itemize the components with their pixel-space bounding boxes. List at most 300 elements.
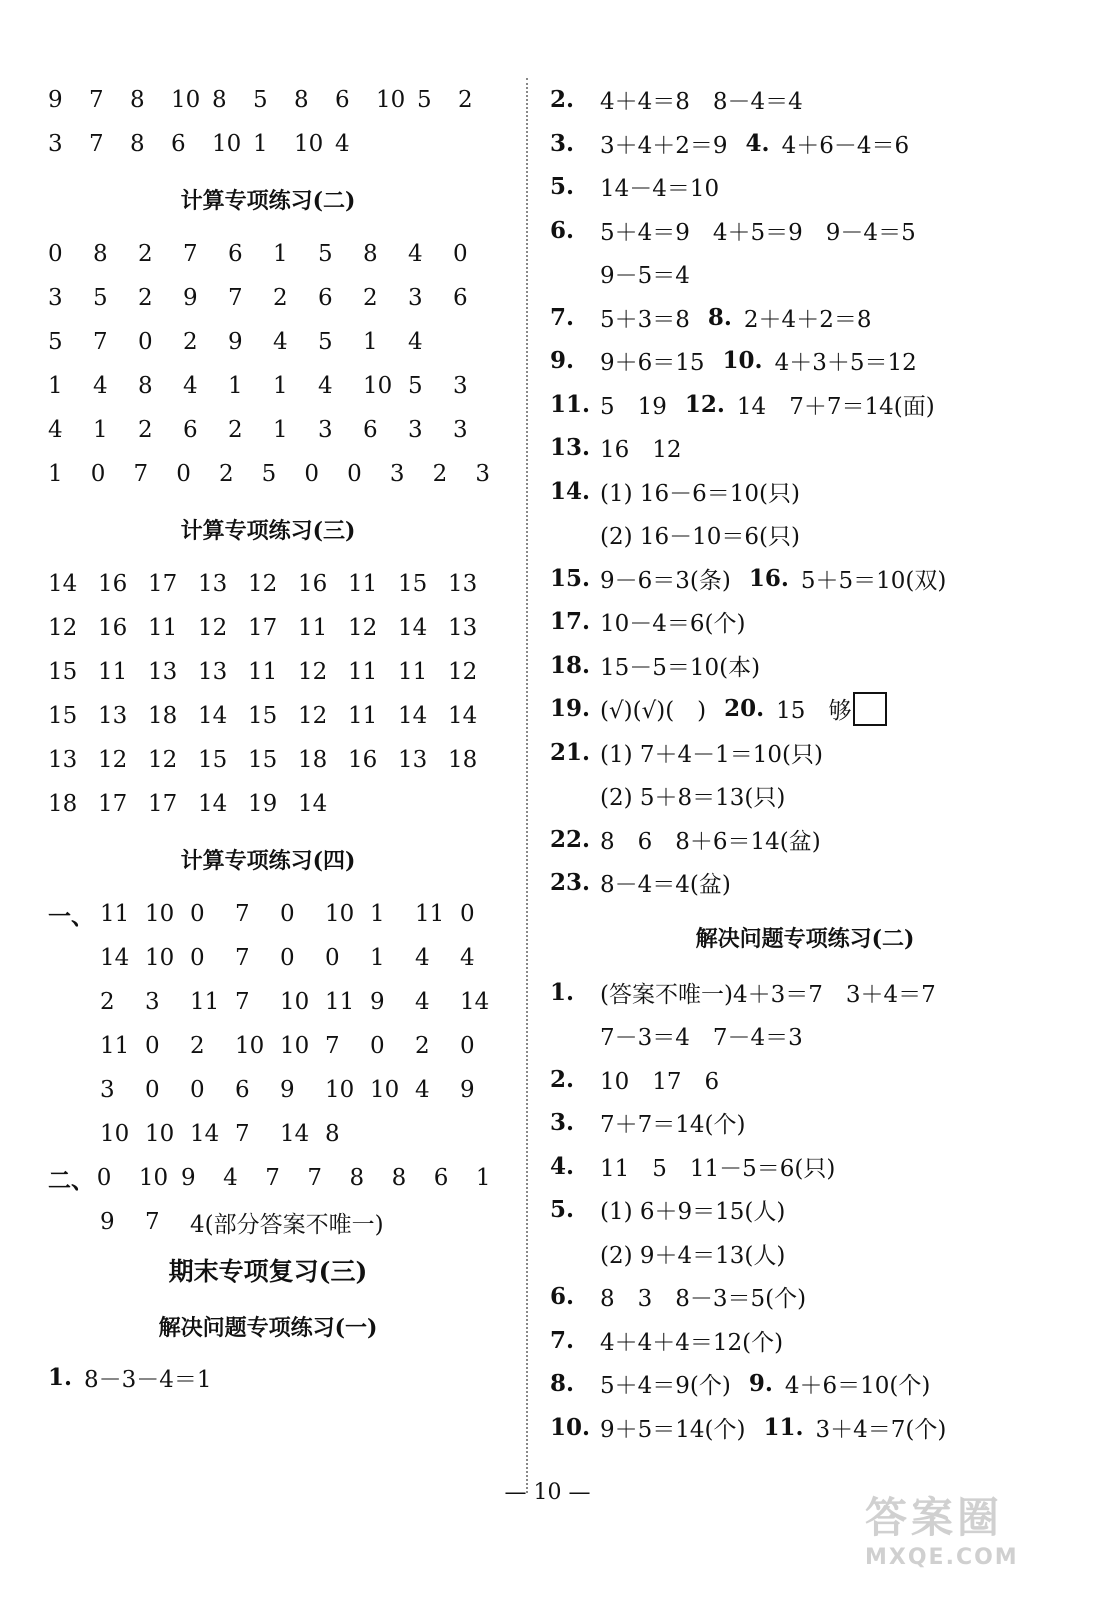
- answer-value: 3: [408, 285, 423, 311]
- answer-value: 10: [145, 1121, 175, 1147]
- part-label: 一、: [48, 902, 94, 930]
- answer-text: 5＋3＝8: [600, 306, 690, 333]
- question-number: 5.: [550, 1196, 575, 1224]
- answer-text: 4＋4＝8 8－4＝4: [600, 89, 803, 116]
- answer-row: [48, 1112, 518, 1156]
- answer-row: [48, 606, 518, 650]
- answer-value: 15: [198, 747, 228, 773]
- answer-value: 8: [138, 373, 153, 399]
- answer-value: 14: [398, 703, 428, 729]
- section-title-calc-3: 计算专项练习(三): [180, 517, 356, 544]
- section-title-calc-4: 计算专项练习(四): [180, 847, 356, 874]
- answer-row: [48, 562, 518, 606]
- answer-value: 10: [145, 901, 175, 927]
- answer-value: 9: [228, 329, 243, 355]
- answer-row: [48, 650, 518, 694]
- answer-value: 3: [453, 373, 468, 399]
- answer-value: 0: [453, 241, 468, 267]
- answer-value: 10: [370, 1077, 400, 1103]
- question-number: 19.: [550, 695, 591, 723]
- answer-value: 15: [248, 747, 278, 773]
- question-number: 5.: [550, 173, 575, 201]
- answer-value: 6: [235, 1077, 250, 1103]
- answer-text: (1) 6＋9＝15(人): [600, 1199, 786, 1226]
- answer-value: 18: [298, 747, 328, 773]
- answer-value: 9: [280, 1077, 295, 1103]
- answer-text: 9－5＝4: [600, 263, 690, 290]
- answer-text: 4＋6＝10(个): [784, 1373, 931, 1400]
- answer-value: 0: [280, 901, 295, 927]
- question-number: 7.: [550, 1326, 575, 1354]
- answer-value: 3: [100, 1077, 115, 1103]
- answer-list-2: [550, 971, 1060, 1450]
- answer-text: 9＋5＝14(个): [600, 1416, 746, 1443]
- answer-line: [550, 122, 1060, 166]
- answer-text: 5＋4＝9(个): [600, 1373, 731, 1400]
- answer-value: 1: [370, 901, 385, 927]
- answer-value: 13: [198, 659, 228, 685]
- answer-text: 9－6＝3(条): [600, 567, 731, 594]
- answer-value: 6: [318, 285, 333, 311]
- answer-line: [550, 470, 1060, 514]
- answer-line: [550, 818, 1060, 862]
- answer-text: 11 5 11－5＝6(只): [600, 1155, 836, 1182]
- answer-text: 4＋6－4＝6: [781, 132, 910, 159]
- answer-text: (答案不唯一)4＋3＝7 3＋4＝7: [600, 981, 936, 1008]
- answer-text: 5＋4＝9 4＋5＝9 9－4＝5: [600, 219, 916, 246]
- answer-value: 7: [228, 285, 243, 311]
- section-title-problems-1: 解决问题专项练习(一): [158, 1314, 378, 1341]
- question-number: 9.: [550, 347, 575, 375]
- answer-value: 15: [398, 571, 428, 597]
- answer-row: [48, 1200, 518, 1244]
- answer-value: 17: [148, 791, 178, 817]
- answer-text: 2＋4＋2＝8: [743, 306, 872, 333]
- answer-value: 13: [198, 571, 228, 597]
- answer-line: [550, 339, 1060, 383]
- part-label: 二、: [48, 1166, 94, 1194]
- answer-value: 9: [183, 285, 198, 311]
- answer-line: [550, 644, 1060, 688]
- answer-row: [48, 452, 518, 496]
- answer-value: 1: [273, 241, 288, 267]
- answer-value: 18: [48, 791, 78, 817]
- question-number: 9.: [748, 1370, 773, 1398]
- answer-value: 5: [417, 87, 432, 113]
- question-number: 1.: [550, 978, 575, 1006]
- answer-value: 9: [460, 1077, 475, 1103]
- answer-value: 1: [48, 461, 63, 487]
- answer-value: 12: [98, 747, 128, 773]
- watermark-top: 答案圈: [865, 1493, 1004, 1542]
- section-title-calc-2: 计算专项练习(二): [180, 187, 356, 214]
- question-number: 23.: [550, 869, 591, 897]
- question-number: 8.: [707, 303, 732, 331]
- answer-value: 0: [370, 1033, 385, 1059]
- answer-value: 10: [171, 87, 201, 113]
- answer-value: 3: [389, 461, 405, 487]
- answer-value: 11: [348, 571, 378, 597]
- answer-value: 13: [448, 571, 478, 597]
- answer-value: 4: [408, 241, 423, 267]
- answer-value: 3: [408, 417, 423, 443]
- answer-value: 4: [48, 417, 63, 443]
- answer-value: 8: [294, 87, 309, 113]
- answer-row: [48, 1024, 518, 1068]
- question-number: 1.: [48, 1364, 73, 1392]
- answer-value: 2: [100, 989, 115, 1015]
- answer-value: 4(部分答案不唯一): [190, 1211, 384, 1238]
- answer-value: 5: [261, 461, 277, 487]
- answer-value: 14: [198, 791, 228, 817]
- answer-line: [550, 513, 1060, 557]
- answer-value: 1: [253, 131, 268, 157]
- answer-value: 11: [325, 989, 355, 1015]
- answer-value: 3: [145, 989, 160, 1015]
- answer-value: 4: [223, 1165, 238, 1191]
- answer-text: 7＋7＝14(个): [600, 1112, 746, 1139]
- answer-value: 7: [145, 1209, 160, 1235]
- answer-value: 1: [93, 417, 108, 443]
- answer-value: 5: [48, 329, 63, 355]
- answer-row: [48, 232, 518, 276]
- answer-row: [48, 980, 518, 1024]
- answer-value: 5: [408, 373, 423, 399]
- answer-value: 13: [48, 747, 78, 773]
- question-number: 15.: [550, 564, 591, 592]
- answer-value: 14: [448, 703, 478, 729]
- question-number: 10.: [722, 347, 763, 375]
- answer-value: 11: [415, 901, 445, 927]
- answer-value: 5: [93, 285, 108, 311]
- answer-value: 0: [190, 945, 205, 971]
- answer-value: 4: [318, 373, 333, 399]
- answer-value: 6: [363, 417, 378, 443]
- answer-value: 1: [48, 373, 63, 399]
- answer-value: 8: [391, 1165, 407, 1191]
- answer-line: [550, 861, 1060, 905]
- answer-row: [48, 364, 518, 408]
- answer-row: [48, 936, 518, 980]
- answer-value: 13: [398, 747, 428, 773]
- question-number: 4.: [745, 129, 770, 157]
- watermark-bottom: MXQE.COM: [865, 1545, 1019, 1570]
- answer-text: 7－3＝4 7－4＝3: [600, 1025, 803, 1052]
- answer-value: 7: [183, 241, 198, 267]
- answer-value: 19: [248, 791, 278, 817]
- answer-value: 6: [453, 285, 468, 311]
- answer-value: 10: [376, 87, 406, 113]
- chapter-title: 期末专项复习(三): [168, 1257, 368, 1286]
- answer-text: 4＋3＋5＝12: [774, 350, 917, 377]
- answer-value: 11: [148, 615, 178, 641]
- answer-text: 5＋5＝10(双): [800, 567, 947, 594]
- answer-value: 3: [475, 461, 490, 487]
- answer-value: 15: [48, 703, 78, 729]
- answer-value: 15: [48, 659, 78, 685]
- answer-value: 8: [130, 87, 145, 113]
- answer-value: 9: [48, 87, 63, 113]
- answer-line: [550, 557, 1060, 601]
- answer-value: 4: [460, 945, 475, 971]
- answer-value: 10: [280, 1033, 310, 1059]
- answer-value: 12: [148, 747, 178, 773]
- answer-value: 3: [453, 417, 468, 443]
- answer-value: 2: [138, 241, 153, 267]
- answer-value: 10: [145, 945, 175, 971]
- left-column: [48, 78, 518, 1400]
- watermark-logo: [865, 1485, 1065, 1580]
- answer-value: 13: [448, 615, 478, 641]
- answer-value: 14: [198, 703, 228, 729]
- answer-line: [550, 600, 1060, 644]
- answer-text: 3＋4＋2＝9: [600, 132, 728, 159]
- question-number: 11.: [550, 390, 591, 418]
- answer-value: 10: [325, 1077, 355, 1103]
- answer-value: 7: [89, 131, 104, 157]
- answer-text: (1) 7＋4－1＝10(只): [600, 741, 824, 768]
- answer-line: [550, 383, 1060, 427]
- answer-value: 4: [415, 1077, 430, 1103]
- answer-value: 0: [460, 1033, 475, 1059]
- answer-value: 0: [138, 329, 153, 355]
- question-number: 10.: [550, 1413, 591, 1441]
- answer-text: 8－3－4＝1: [84, 1367, 212, 1394]
- answer-value: 2: [190, 1033, 205, 1059]
- answer-value: 11: [348, 659, 378, 685]
- answer-value: 1: [273, 373, 288, 399]
- answer-value: 2: [218, 461, 234, 487]
- question-number: 2.: [550, 1065, 575, 1093]
- answer-value: 2: [363, 285, 378, 311]
- answer-value: 2: [138, 285, 153, 311]
- answer-value: 17: [98, 791, 128, 817]
- answer-row: [48, 892, 518, 936]
- question-number: 4.: [550, 1152, 575, 1180]
- answer-value: 12: [348, 615, 378, 641]
- answer-value: 7: [93, 329, 108, 355]
- question-number: 21.: [550, 738, 591, 766]
- answer-value: 8: [349, 1165, 365, 1191]
- answer-row: [48, 408, 518, 452]
- answer-row: [48, 276, 518, 320]
- answer-grid-4-part-2: [48, 1156, 518, 1244]
- answer-line: [550, 774, 1060, 818]
- answer-value: 11: [298, 615, 328, 641]
- answer-value: 3: [48, 131, 63, 157]
- answer-value: 14: [100, 945, 130, 971]
- answer-line: [550, 1275, 1060, 1319]
- answer-value: 0: [347, 461, 362, 487]
- answer-value: 4: [273, 329, 288, 355]
- answer-row: [48, 78, 518, 122]
- answer-value: 4: [183, 373, 198, 399]
- answer-line: [550, 426, 1060, 470]
- answer-value: 7: [133, 461, 149, 487]
- answer-value: 4: [415, 989, 430, 1015]
- answer-value: 0: [190, 1077, 205, 1103]
- answer-text: 5 19: [600, 393, 667, 420]
- answer-value: 7: [325, 1033, 340, 1059]
- answer-value: 3: [318, 417, 333, 443]
- answer-line: [48, 1356, 518, 1400]
- answer-box: [853, 692, 887, 726]
- answer-text: 16 12: [600, 437, 682, 464]
- answer-value: 2: [273, 285, 288, 311]
- answer-text: 15 够: [776, 698, 852, 725]
- answer-value: 14: [190, 1121, 220, 1147]
- answer-grid-2: [48, 232, 518, 496]
- answer-value: 14: [460, 989, 490, 1015]
- answer-value: 11: [100, 1033, 130, 1059]
- answer-value: 5: [318, 241, 333, 267]
- answer-value: 0: [48, 241, 63, 267]
- answer-value: 0: [145, 1033, 160, 1059]
- answer-value: 2: [415, 1033, 430, 1059]
- question-number: 3.: [550, 1109, 575, 1137]
- question-number: 6.: [550, 1283, 575, 1311]
- answer-value: 4: [415, 945, 430, 971]
- answer-value: 10: [138, 1165, 169, 1191]
- answer-value: 10: [235, 1033, 265, 1059]
- answer-text: 3＋4＝7(个): [815, 1416, 947, 1443]
- answer-value: 1: [273, 417, 288, 443]
- answer-line: [550, 1101, 1060, 1145]
- answer-value: 2: [138, 417, 153, 443]
- answer-line: [550, 1232, 1060, 1276]
- question-number: 20.: [724, 695, 765, 723]
- answer-value: 11: [190, 989, 220, 1015]
- answer-value: 14: [280, 1121, 310, 1147]
- answer-value: 8: [93, 241, 108, 267]
- answer-value: 7: [235, 989, 250, 1015]
- answer-line: [550, 78, 1060, 122]
- question-number: 22.: [550, 825, 591, 853]
- answer-row: [48, 738, 518, 782]
- answer-line: [550, 209, 1060, 253]
- question-number: 14.: [550, 477, 591, 505]
- answer-value: 0: [460, 901, 475, 927]
- answer-grid-3: [48, 562, 518, 826]
- answer-text: (1) 16－6＝10(只): [600, 480, 801, 507]
- answer-value: 11: [98, 659, 128, 685]
- answer-value: 7: [307, 1165, 322, 1191]
- answer-value: 11: [248, 659, 278, 685]
- answer-text: 9＋6＝15: [600, 350, 705, 377]
- answer-value: 7: [89, 87, 104, 113]
- answer-value: 10: [212, 131, 242, 157]
- answer-line: [550, 1014, 1060, 1058]
- answer-value: 0: [96, 1165, 112, 1191]
- answer-value: 17: [148, 571, 178, 597]
- answer-value: 12: [298, 659, 328, 685]
- answer-value: 11: [398, 659, 428, 685]
- answer-value: 13: [148, 659, 178, 685]
- question-number: 8.: [550, 1370, 575, 1398]
- answer-value: 1: [228, 373, 243, 399]
- answer-value: 7: [265, 1165, 280, 1191]
- answer-value: 2: [432, 461, 448, 487]
- answer-value: 17: [248, 615, 278, 641]
- answer-value: 1: [475, 1165, 491, 1191]
- answer-line: [550, 687, 1060, 731]
- answer-line: [550, 731, 1060, 775]
- answer-value: 9: [180, 1165, 196, 1191]
- answer-value: 14: [298, 791, 328, 817]
- answer-value: 11: [348, 703, 378, 729]
- answer-text: 8－4＝4(盆): [600, 872, 731, 899]
- answer-value: 0: [176, 461, 191, 487]
- answer-value: 6: [171, 131, 186, 157]
- answer-value: 16: [98, 615, 128, 641]
- answer-value: 10: [363, 373, 393, 399]
- answer-value: 6: [228, 241, 243, 267]
- answer-line: [550, 252, 1060, 296]
- answer-row: [48, 694, 518, 738]
- answer-value: 18: [448, 747, 478, 773]
- answer-value: 15: [248, 703, 278, 729]
- answer-value: 8: [363, 241, 378, 267]
- answer-value: 7: [235, 945, 250, 971]
- answer-value: 13: [98, 703, 128, 729]
- answer-value: 16: [348, 747, 378, 773]
- answer-value: 5: [253, 87, 268, 113]
- answer-text: (2) 16－10＝6(只): [600, 524, 801, 551]
- question-number: 3.: [550, 129, 575, 157]
- answer-text: 4＋4＋4＝12(个): [600, 1329, 784, 1356]
- answer-text: 15－5＝10(本): [600, 654, 761, 681]
- answer-text: 10 17 6: [600, 1068, 720, 1095]
- section-title-problems-2: 解决问题专项练习(二): [695, 926, 915, 952]
- answer-value: 10: [100, 1121, 130, 1147]
- answer-value: 11: [100, 901, 130, 927]
- answer-value: 2: [228, 417, 243, 443]
- answer-value: 14: [398, 615, 428, 641]
- answer-value: 14: [48, 571, 78, 597]
- answer-value: 12: [298, 703, 328, 729]
- answer-value: 1: [363, 329, 378, 355]
- answer-value: 12: [48, 615, 78, 641]
- answer-text: (√)(√)( ): [600, 698, 707, 725]
- answer-row: [48, 782, 518, 826]
- answer-value: 18: [148, 703, 178, 729]
- answer-value: 0: [190, 901, 205, 927]
- question-number: 17.: [550, 608, 591, 636]
- answer-value: 1: [370, 945, 385, 971]
- answer-value: 4: [93, 373, 108, 399]
- answer-text: (2) 5＋8＝13(只): [600, 785, 786, 812]
- answer-row: [48, 1156, 518, 1200]
- right-column: [550, 78, 1060, 1449]
- answer-value: 2: [458, 87, 473, 113]
- answer-value: 7: [235, 901, 250, 927]
- question-number: 18.: [550, 651, 591, 679]
- answer-line: [550, 1145, 1060, 1189]
- answer-value: 10: [325, 901, 355, 927]
- answer-value: 0: [145, 1077, 160, 1103]
- answer-value: 0: [280, 945, 295, 971]
- answer-value: 6: [335, 87, 350, 113]
- answer-value: 9: [370, 989, 385, 1015]
- answer-value: 16: [98, 571, 128, 597]
- answer-value: 9: [100, 1209, 115, 1235]
- answer-text: 14 7＋7＝14(面): [736, 393, 935, 420]
- answer-value: 4: [408, 329, 423, 355]
- answer-value: 8: [325, 1121, 340, 1147]
- answer-text: 10－4＝6(个): [600, 611, 746, 638]
- answer-text: (2) 9＋4＝13(人): [600, 1242, 786, 1269]
- answer-line: [550, 296, 1060, 340]
